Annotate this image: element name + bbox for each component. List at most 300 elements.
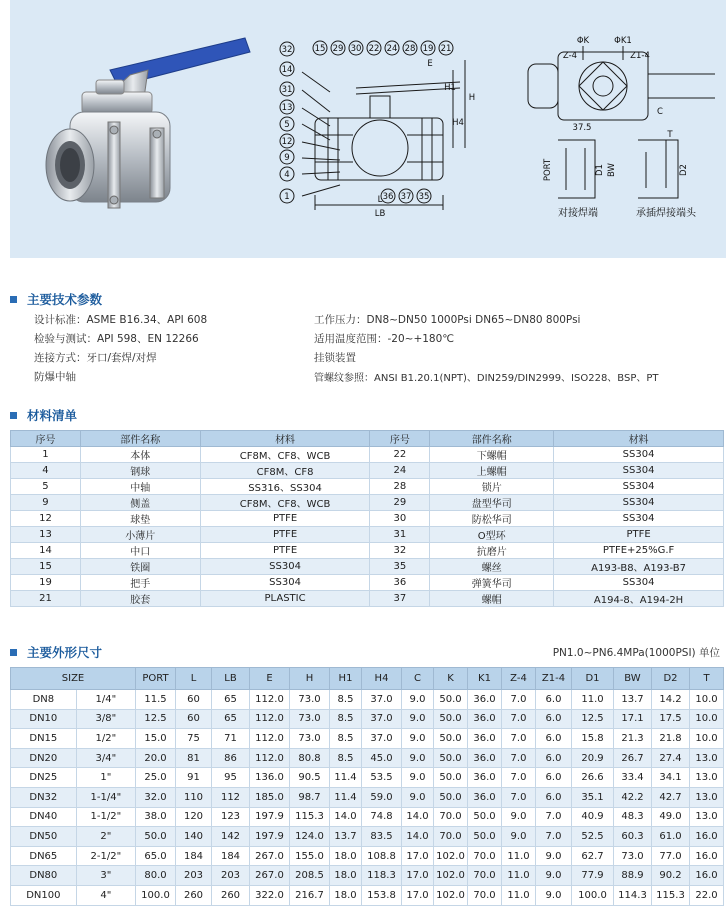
table-cell: 102.0 <box>434 885 468 905</box>
table-cell: 36.0 <box>468 787 502 807</box>
table-cell: 中口 <box>80 543 200 559</box>
table-cell: 203 <box>212 866 250 886</box>
spec-lock: 挂锁装置 <box>314 352 356 364</box>
table-row <box>11 885 724 905</box>
table-cell: 9.0 <box>402 787 434 807</box>
table-cell: A193-B8、A193-B7 <box>554 559 724 575</box>
table-cell: 1" <box>76 768 135 788</box>
table-cell: 13.7 <box>330 827 362 847</box>
table-cell: PTFE <box>554 527 724 543</box>
table-cell: 73.0 <box>290 709 330 729</box>
table-cell: 9 <box>11 495 81 511</box>
table-cell: 36.0 <box>468 729 502 749</box>
table-cell: 28 <box>370 479 430 495</box>
table-cell: 50.0 <box>434 690 468 710</box>
materials-header-row <box>11 431 724 447</box>
table-cell: 26.6 <box>572 768 614 788</box>
table-cell: 59.0 <box>362 787 402 807</box>
table-cell: 80.0 <box>136 866 176 886</box>
table-cell: 37 <box>370 591 430 607</box>
spec-inspection: 检验与测试：API 598、EN 12266 <box>34 333 199 345</box>
table-cell: 70.0 <box>468 846 502 866</box>
table-cell: 14 <box>11 543 81 559</box>
table-cell: 112.0 <box>250 729 290 749</box>
label-port-butt: PORT <box>543 158 553 182</box>
table-cell: 抗磨片 <box>430 543 554 559</box>
table-row <box>11 543 724 559</box>
table-row <box>11 479 724 495</box>
table-cell: 侧盖 <box>80 495 200 511</box>
table-cell: 18.0 <box>330 866 362 886</box>
materials-body <box>11 447 724 607</box>
table-cell: A194-8、A194-2H <box>554 591 724 607</box>
table-cell: 37.0 <box>362 690 402 710</box>
dim-lb: LB <box>374 209 386 219</box>
dim-e: E <box>427 59 433 69</box>
table-cell: 20.9 <box>572 748 614 768</box>
table-cell: 112.0 <box>250 690 290 710</box>
table-cell: 4" <box>76 885 135 905</box>
table-cell: 17.5 <box>652 709 690 729</box>
table-cell: 90.5 <box>290 768 330 788</box>
table-cell: 108.8 <box>362 846 402 866</box>
table-cell: 33.4 <box>614 768 652 788</box>
table-cell: 6.0 <box>536 768 572 788</box>
materials-header: 部件名称 <box>430 431 554 447</box>
callout-22: 22 <box>368 44 380 54</box>
table-cell: 12.5 <box>136 709 176 729</box>
table-cell: 260 <box>176 885 212 905</box>
table-row <box>11 527 724 543</box>
table-row <box>11 866 724 886</box>
callout-24: 24 <box>386 44 398 54</box>
table-cell: 90.2 <box>652 866 690 886</box>
table-cell: 11.0 <box>502 885 536 905</box>
callout-13: 13 <box>281 103 293 113</box>
table-cell: 钢球 <box>80 463 200 479</box>
table-cell: 112.0 <box>250 748 290 768</box>
table-cell: SS304 <box>554 575 724 591</box>
dimensions-header: C <box>402 668 434 690</box>
table-cell: 12 <box>11 511 81 527</box>
table-cell: 弹簧华司 <box>430 575 554 591</box>
dimensions-header: T <box>690 668 724 690</box>
table-cell: 10.0 <box>690 709 724 729</box>
table-row <box>11 768 724 788</box>
table-cell: 锁片 <box>430 479 554 495</box>
table-cell: 36.0 <box>468 690 502 710</box>
table-cell: 10.0 <box>690 729 724 749</box>
table-row <box>11 846 724 866</box>
table-cell: 37.0 <box>362 709 402 729</box>
table-cell: 14.2 <box>652 690 690 710</box>
table-cell: 77.0 <box>652 846 690 866</box>
table-cell: 32 <box>370 543 430 559</box>
table-cell: 26.7 <box>614 748 652 768</box>
table-row <box>11 787 724 807</box>
table-row <box>11 447 724 463</box>
bullet-square-icon <box>10 649 17 656</box>
table-cell: 1/4" <box>76 690 135 710</box>
table-cell: 9.0 <box>402 768 434 788</box>
table-cell: 115.3 <box>290 807 330 827</box>
table-cell: 4 <box>11 463 81 479</box>
table-cell: DN50 <box>11 827 77 847</box>
table-row <box>11 690 724 710</box>
table-cell: 1-1/2" <box>76 807 135 827</box>
table-cell: SS304 <box>554 463 724 479</box>
table-cell: 7.0 <box>502 748 536 768</box>
table-cell: 112.0 <box>250 709 290 729</box>
table-cell: 185.0 <box>250 787 290 807</box>
table-cell: 5 <box>11 479 81 495</box>
table-cell: 18.0 <box>330 885 362 905</box>
table-cell: 42.7 <box>652 787 690 807</box>
table-cell: 29 <box>370 495 430 511</box>
materials-header: 部件名称 <box>80 431 200 447</box>
table-cell: DN10 <box>11 709 77 729</box>
table-cell: 120 <box>176 807 212 827</box>
table-cell: 124.0 <box>290 827 330 847</box>
table-cell: 14.0 <box>402 807 434 827</box>
table-cell: 11.4 <box>330 787 362 807</box>
label-d1: D1 <box>595 164 605 176</box>
dimensions-header: H1 <box>330 668 362 690</box>
table-cell: 15 <box>11 559 81 575</box>
callout-35: 35 <box>418 192 430 202</box>
label-phi-k1: ΦK1 <box>614 36 632 46</box>
table-row <box>11 748 724 768</box>
callout-4: 4 <box>284 170 290 180</box>
table-cell: 50.0 <box>434 709 468 729</box>
table-cell: 6.0 <box>536 787 572 807</box>
table-cell: 95 <box>212 768 250 788</box>
table-cell: 13.7 <box>614 690 652 710</box>
table-cell: 17.1 <box>614 709 652 729</box>
dimensions-header-row <box>11 668 724 690</box>
end-view-drawing <box>528 46 715 120</box>
callout-19: 19 <box>422 44 434 54</box>
dimensions-header: K <box>434 668 468 690</box>
table-cell: 中轴 <box>80 479 200 495</box>
table-cell: 17.0 <box>402 866 434 886</box>
bullet-square-icon <box>10 296 17 303</box>
table-cell: 197.9 <box>250 827 290 847</box>
materials-header: 材料 <box>200 431 370 447</box>
dimensions-header: L <box>176 668 212 690</box>
label-z1-4: Z1-4 <box>630 51 650 61</box>
table-cell: 7.0 <box>536 807 572 827</box>
table-cell: 22 <box>370 447 430 463</box>
table-cell: 螺帽 <box>430 591 554 607</box>
callout-28: 28 <box>404 44 416 54</box>
table-cell: PTFE <box>200 527 370 543</box>
bullet-square-icon <box>10 412 17 419</box>
table-cell: 3" <box>76 866 135 886</box>
table-cell: 197.9 <box>250 807 290 827</box>
table-cell: 102.0 <box>434 866 468 886</box>
table-cell: 球垫 <box>80 511 200 527</box>
table-cell: 7.0 <box>502 768 536 788</box>
table-cell: 11.0 <box>502 866 536 886</box>
table-cell: 37.0 <box>362 729 402 749</box>
table-cell: 14.0 <box>330 807 362 827</box>
table-cell: DN80 <box>11 866 77 886</box>
table-cell: 7.0 <box>502 729 536 749</box>
table-cell: 13.0 <box>690 807 724 827</box>
table-cell: 8.5 <box>330 748 362 768</box>
table-cell: 16.0 <box>690 866 724 886</box>
table-cell: DN25 <box>11 768 77 788</box>
table-cell: 11.5 <box>136 690 176 710</box>
table-cell: 7.0 <box>536 827 572 847</box>
table-cell: 16.0 <box>690 827 724 847</box>
label-z4: Z-4 <box>562 51 578 61</box>
table-cell: 74.8 <box>362 807 402 827</box>
table-cell: 184 <box>176 846 212 866</box>
table-cell: 65 <box>212 690 250 710</box>
table-cell: CF8M、CF8、WCB <box>200 447 370 463</box>
table-cell: 88.9 <box>614 866 652 886</box>
dimensions-header: Z-4 <box>502 668 536 690</box>
hero-illustration <box>10 0 726 258</box>
table-cell: 70.0 <box>468 885 502 905</box>
table-cell: 6.0 <box>536 690 572 710</box>
table-cell: 118.3 <box>362 866 402 886</box>
table-cell: 77.9 <box>572 866 614 886</box>
table-cell: 21 <box>11 591 81 607</box>
table-cell: 36.0 <box>468 768 502 788</box>
materials-section-title: 材料清单 <box>10 406 77 424</box>
table-cell: 142 <box>212 827 250 847</box>
callout-21: 21 <box>440 44 452 54</box>
dim-h1: H1 <box>444 83 456 93</box>
table-cell: 50.0 <box>434 768 468 788</box>
table-cell: 53.5 <box>362 768 402 788</box>
table-cell: 203 <box>176 866 212 886</box>
hero-panel <box>10 0 726 258</box>
label-c: C <box>657 107 663 117</box>
table-cell: 25.0 <box>136 768 176 788</box>
table-cell: 91 <box>176 768 212 788</box>
spec-thread: 管螺纹参照：ANSI B1.20.1(NPT)、DIN259/DIN2999、ISO228、BSP、PT <box>314 373 659 384</box>
callout-12: 12 <box>281 137 293 147</box>
table-cell: 123 <box>212 807 250 827</box>
label-d2: D2 <box>679 164 689 176</box>
table-cell: 81 <box>176 748 212 768</box>
label-t: T <box>667 130 673 140</box>
table-cell: 42.2 <box>614 787 652 807</box>
table-cell: 17.0 <box>402 846 434 866</box>
table-cell: 38.0 <box>136 807 176 827</box>
table-cell: 2-1/2" <box>76 846 135 866</box>
table-cell: 267.0 <box>250 846 290 866</box>
table-cell: 100.0 <box>572 885 614 905</box>
callout-15: 15 <box>314 44 326 54</box>
table-cell: 13.0 <box>690 748 724 768</box>
table-cell: DN20 <box>11 748 77 768</box>
table-cell: 112 <box>212 787 250 807</box>
table-cell: 12.5 <box>572 709 614 729</box>
table-cell: 21.8 <box>652 729 690 749</box>
table-cell: 260 <box>212 885 250 905</box>
callout-9: 9 <box>284 153 290 163</box>
table-cell: SS304 <box>554 511 724 527</box>
table-cell: 60 <box>176 690 212 710</box>
tech-section-title: 主要技术参数 <box>10 290 102 308</box>
table-cell: 31 <box>370 527 430 543</box>
table-cell: 胶套 <box>80 591 200 607</box>
table-cell: 13 <box>11 527 81 543</box>
table-cell: 盘型华司 <box>430 495 554 511</box>
table-cell: 70.0 <box>468 866 502 886</box>
table-cell: 6.0 <box>536 748 572 768</box>
table-cell: 27.4 <box>652 748 690 768</box>
table-cell: 1/2" <box>76 729 135 749</box>
callout-14: 14 <box>281 65 293 75</box>
table-cell: 60 <box>176 709 212 729</box>
table-cell: 11.4 <box>330 768 362 788</box>
callout-29: 29 <box>332 44 344 54</box>
table-cell: 34.1 <box>652 768 690 788</box>
materials-header: 序号 <box>11 431 81 447</box>
table-cell: O型环 <box>430 527 554 543</box>
table-row <box>11 709 724 729</box>
callout-30: 30 <box>350 44 362 54</box>
table-row <box>11 807 724 827</box>
table-cell: DN15 <box>11 729 77 749</box>
materials-header: 材料 <box>554 431 724 447</box>
table-cell: 70.0 <box>434 827 468 847</box>
table-cell: 11.0 <box>572 690 614 710</box>
table-cell: 36 <box>370 575 430 591</box>
table-cell: 13.0 <box>690 787 724 807</box>
table-cell: SS304 <box>554 447 724 463</box>
table-cell: 60.3 <box>614 827 652 847</box>
table-cell: 15.8 <box>572 729 614 749</box>
table-cell: 50.0 <box>136 827 176 847</box>
table-cell: 52.5 <box>572 827 614 847</box>
table-cell: 50.0 <box>434 787 468 807</box>
dimensions-section-title: 主要外形尺寸 <box>10 643 102 661</box>
table-cell: 上螺帽 <box>430 463 554 479</box>
label-37-5: 37.5 <box>572 123 592 133</box>
dim-h4: H4 <box>452 118 464 128</box>
table-cell: 36.0 <box>468 709 502 729</box>
table-row <box>11 511 724 527</box>
table-cell: PTFE+25%G.F <box>554 543 724 559</box>
table-row <box>11 495 724 511</box>
dimensions-table <box>10 667 724 906</box>
table-cell: 86 <box>212 748 250 768</box>
spec-design-standard: 设计标准：ASME B16.34、API 608 <box>34 314 208 326</box>
dim-l: L <box>377 195 383 205</box>
label-phi-k: ΦK <box>576 36 590 46</box>
table-cell: 铁圈 <box>80 559 200 575</box>
table-cell: 100.0 <box>136 885 176 905</box>
table-cell: 防松华司 <box>430 511 554 527</box>
label-bw: BW <box>607 163 617 177</box>
table-cell: 65.0 <box>136 846 176 866</box>
table-cell: 267.0 <box>250 866 290 886</box>
table-cell: 153.8 <box>362 885 402 905</box>
table-cell: 35 <box>370 559 430 575</box>
table-row <box>11 827 724 847</box>
callout-32: 32 <box>281 45 293 55</box>
table-cell: 11.0 <box>502 846 536 866</box>
weld-details <box>558 140 678 198</box>
table-cell: 114.3 <box>614 885 652 905</box>
dimensions-header: PORT <box>136 668 176 690</box>
table-cell: 110 <box>176 787 212 807</box>
table-cell: SS304 <box>200 559 370 575</box>
table-cell: DN100 <box>11 885 77 905</box>
dimensions-header: Z1-4 <box>536 668 572 690</box>
table-cell: 98.7 <box>290 787 330 807</box>
dimensions-header: SIZE <box>11 668 136 690</box>
table-cell: 83.5 <box>362 827 402 847</box>
table-cell: DN40 <box>11 807 77 827</box>
table-cell: 15.0 <box>136 729 176 749</box>
spec-stem: 防爆中轴 <box>34 371 76 383</box>
table-cell: 9.0 <box>402 690 434 710</box>
table-cell: 14.0 <box>402 827 434 847</box>
table-cell: 62.7 <box>572 846 614 866</box>
table-cell: 6.0 <box>536 709 572 729</box>
callout-37: 37 <box>400 192 412 202</box>
dimensions-header: BW <box>614 668 652 690</box>
table-cell: PTFE <box>200 543 370 559</box>
table-cell: 9.0 <box>536 846 572 866</box>
callout-36: 36 <box>382 192 394 202</box>
table-cell: 208.5 <box>290 866 330 886</box>
dim-h: H <box>468 93 476 103</box>
table-cell: 9.0 <box>402 709 434 729</box>
table-cell: SS304 <box>200 575 370 591</box>
table-cell: 73.0 <box>614 846 652 866</box>
table-cell: 36.0 <box>468 748 502 768</box>
table-cell: SS304 <box>554 479 724 495</box>
table-cell: 45.0 <box>362 748 402 768</box>
spec-pressure: 工作压力：DN8~DN50 1000Psi DN65~DN80 800Psi <box>314 314 581 326</box>
spec-temperature: 适用温度范围：-20~+180℃ <box>314 333 455 345</box>
table-cell: 322.0 <box>250 885 290 905</box>
table-cell: 22.0 <box>690 885 724 905</box>
table-cell: 16.0 <box>690 846 724 866</box>
table-cell: 螺丝 <box>430 559 554 575</box>
table-cell: 9.0 <box>402 748 434 768</box>
table-cell: 1 <box>11 447 81 463</box>
table-cell: 50.0 <box>434 729 468 749</box>
table-cell: 50.0 <box>468 807 502 827</box>
table-cell: 216.7 <box>290 885 330 905</box>
table-cell: DN8 <box>11 690 77 710</box>
table-cell: 9.0 <box>402 729 434 749</box>
table-row <box>11 575 724 591</box>
callout-5: 5 <box>284 120 290 130</box>
table-cell: 9.0 <box>536 866 572 886</box>
materials-table <box>10 430 724 607</box>
table-cell: 70.0 <box>434 807 468 827</box>
table-cell: 140 <box>176 827 212 847</box>
table-row <box>11 559 724 575</box>
table-cell: 50.0 <box>434 748 468 768</box>
table-cell: 61.0 <box>652 827 690 847</box>
table-cell: 把手 <box>80 575 200 591</box>
table-cell: 30 <box>370 511 430 527</box>
table-cell: 17.0 <box>402 885 434 905</box>
dimensions-header: LB <box>212 668 250 690</box>
